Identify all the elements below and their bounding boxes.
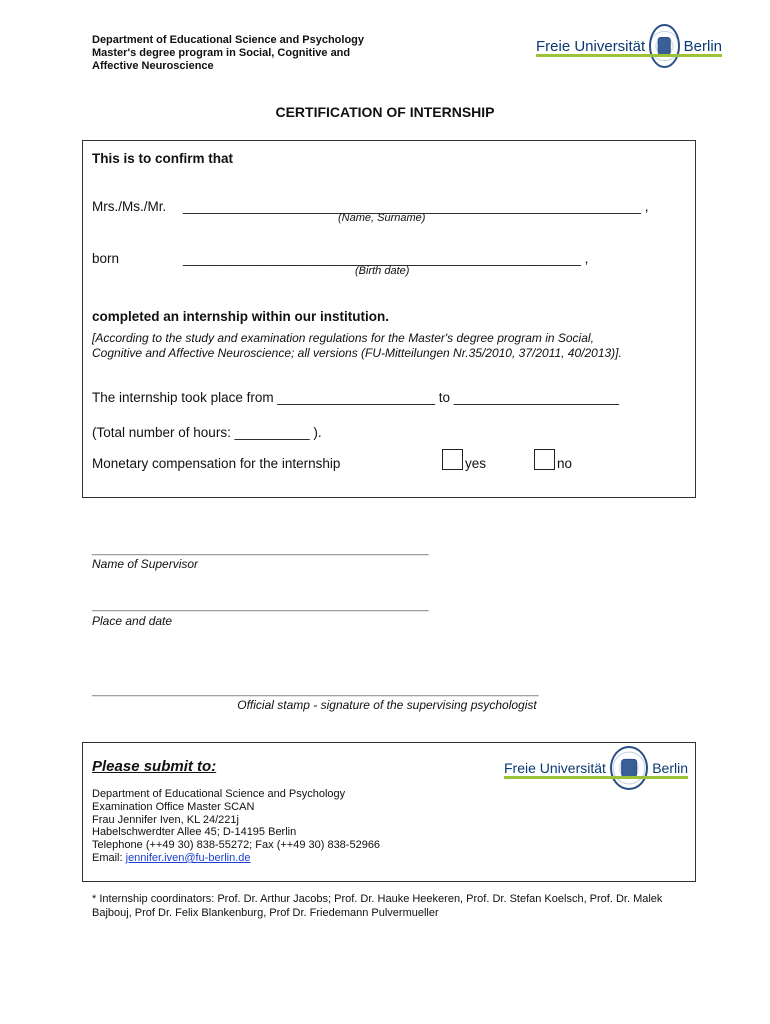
logo-underline-small xyxy=(504,776,688,779)
logo-wordmark-right-small: Berlin xyxy=(652,760,688,776)
university-logo xyxy=(536,24,722,68)
department-header xyxy=(92,34,412,73)
internship-period-field[interactable]: The internship took place from _____________________ to ______________________ xyxy=(92,390,619,405)
compensation-label: Monetary compensation for the internship xyxy=(92,456,341,471)
place-date-label: Place and date xyxy=(92,614,173,628)
logo-wordmark-right: Berlin xyxy=(683,37,722,55)
university-logo-small xyxy=(504,746,688,790)
supervisor-label: Name of Supervisor xyxy=(92,557,199,571)
address-line: Telephone (++49 30) 838-55272; Fax (++49 30) 838-52966 xyxy=(92,839,381,852)
address-line: Examination Office Master SCAN xyxy=(92,800,255,813)
yes-checkbox[interactable] xyxy=(442,449,463,470)
regulation-line-2: Cognitive and Affective Neuroscience; all versions (FU-Mitteilungen Nr.35/2010, 37/2011, 40/2013)]. xyxy=(92,345,622,360)
email-prefix: Email: xyxy=(92,851,126,864)
yes-label: yes xyxy=(465,456,487,471)
confirm-text: This is to confirm that xyxy=(92,151,234,166)
page-title: CERTIFICATION OF INTERNSHIP xyxy=(275,104,495,120)
birth-date-field[interactable]: _____________________________________________________ , xyxy=(183,251,589,266)
name-caption xyxy=(338,212,425,224)
email-link[interactable]: jennifer.iven@fu-berlin.de xyxy=(125,851,251,864)
coordinators-footnote: * Internship coordinators: Prof. Dr. Arthur Jacobs; Prof. Dr. Hauke Heekeren, Prof. Dr. Stefan Koelsch, Prof. Dr. Malek Bajbouj, Prof Dr. Felix Blankenburg, Prof Dr. Friedemann Pulvermueller xyxy=(92,893,663,919)
birth-caption: (Birth date) xyxy=(355,265,410,277)
logo-underline xyxy=(536,54,722,57)
no-label: no xyxy=(557,456,573,471)
logo-wordmark-left: Freie Universität xyxy=(536,37,646,55)
department-line: Department of Educational Science and Psychology xyxy=(92,34,365,46)
address-line: Frau Jennifer Iven, KL 24/221j xyxy=(92,813,239,826)
address-line: Department of Educational Science and Psychology xyxy=(92,788,346,800)
stamp-signature-line[interactable]: _________________________________________________________________________ xyxy=(92,685,539,697)
regulation-note xyxy=(92,331,622,360)
program-line: Master's degree program in Social, Cognitive and xyxy=(92,47,351,59)
university-seal-icon xyxy=(649,24,679,68)
no-checkbox[interactable] xyxy=(534,449,555,470)
completed-statement: completed an internship within our institution. xyxy=(92,309,389,324)
submit-address xyxy=(92,788,380,865)
logo-wordmark-left-small: Freie Universität xyxy=(504,760,606,776)
submit-heading: Please submit to: xyxy=(92,758,217,775)
salutation-label: Mrs./Ms./Mr. xyxy=(92,199,167,214)
supervisor-signature-line[interactable]: _______________________________________________________ xyxy=(92,544,429,556)
total-hours-field[interactable]: (Total number of hours: __________ ). xyxy=(92,425,322,440)
born-label: born xyxy=(92,251,120,266)
email-line xyxy=(92,852,380,865)
place-date-line[interactable]: _______________________________________________________ xyxy=(92,600,429,612)
program-line-2: Affective Neuroscience xyxy=(92,60,214,72)
address-line: Habelschwerdter Allee 45; D-14195 Berlin xyxy=(92,826,297,839)
name-field[interactable]: _____________________________________________________________ , xyxy=(183,199,649,214)
stamp-label: Official stamp - signature of the supervising psychologist xyxy=(237,698,537,712)
name-caption-text: (Name, Surname) xyxy=(338,212,426,224)
university-seal-icon-small xyxy=(610,746,648,790)
regulation-line-1: [According to the study and examination regulations for the Master's degree program in Social, xyxy=(92,331,594,345)
